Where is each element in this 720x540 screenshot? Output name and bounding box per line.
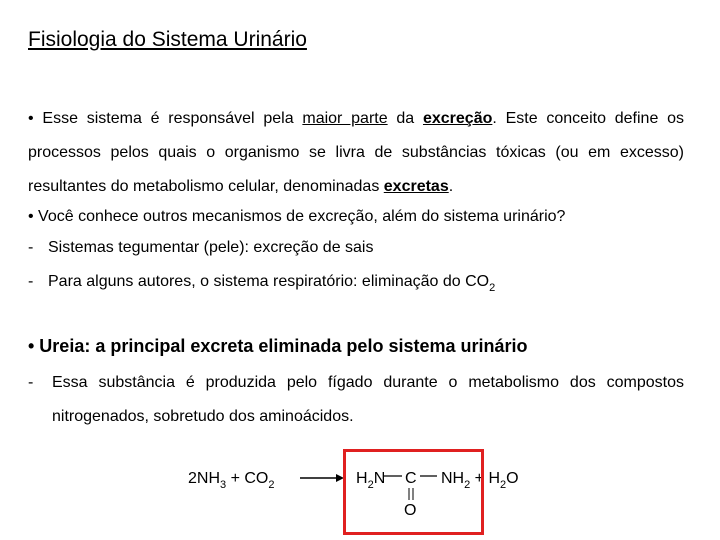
section-heading-ureia: • Ureia: a principal excreta eliminada pelo sistema urinário [28, 336, 528, 356]
subscript: 3 [220, 479, 227, 491]
subscript: 2 [268, 479, 275, 491]
subscript: 2 [367, 479, 374, 491]
atom-o: O [404, 502, 417, 519]
atom-h: H [356, 470, 368, 487]
water-h: + H [470, 470, 501, 487]
text-segment: da [396, 110, 415, 127]
dash: - [28, 273, 34, 290]
urea-highlight-box [343, 449, 484, 535]
dash: - [28, 374, 34, 391]
term-excrecao: excreção [422, 110, 493, 127]
text-segment: . [448, 178, 454, 195]
text-segment: Esse sistema é responsável pela [42, 110, 294, 127]
list-item-text: Para alguns autores, o sistema respiratório: eliminação do CO [48, 273, 490, 290]
dash: - [28, 239, 34, 256]
list-item-text: Essa substância é produzida pelo fígado durante o metabolismo dos compostos nitrogenados, sobretudo dos aminoácidos. [52, 374, 684, 425]
bullet: • [28, 110, 34, 127]
subscript: 2 [489, 282, 496, 294]
text-underlined: maior parte [302, 110, 388, 127]
water-o: O [506, 470, 519, 487]
text-segment: . Este conceito define os processos pelos quais o organismo se livra de substâncias tóxicas (ou em excesso) resultantes do metabolismo celular, denominadas [28, 110, 685, 195]
atom-n: N [373, 470, 386, 487]
term-excretas: excretas [383, 178, 449, 195]
atom-nh: NH [441, 470, 465, 487]
page-title: Fisiologia do Sistema Urinário [28, 28, 307, 51]
subscript: 2 [500, 479, 507, 491]
subscript: 2 [464, 479, 471, 491]
reactant-co2: + CO [226, 470, 269, 487]
question-line: • Você conhece outros mecanismos de excreção, além do sistema urinário? [28, 208, 566, 225]
reactant-nh3: 2NH [188, 470, 221, 487]
list-item-text: Sistemas tegumentar (pele): excreção de sais [48, 239, 374, 256]
atom-c: C [405, 470, 417, 487]
